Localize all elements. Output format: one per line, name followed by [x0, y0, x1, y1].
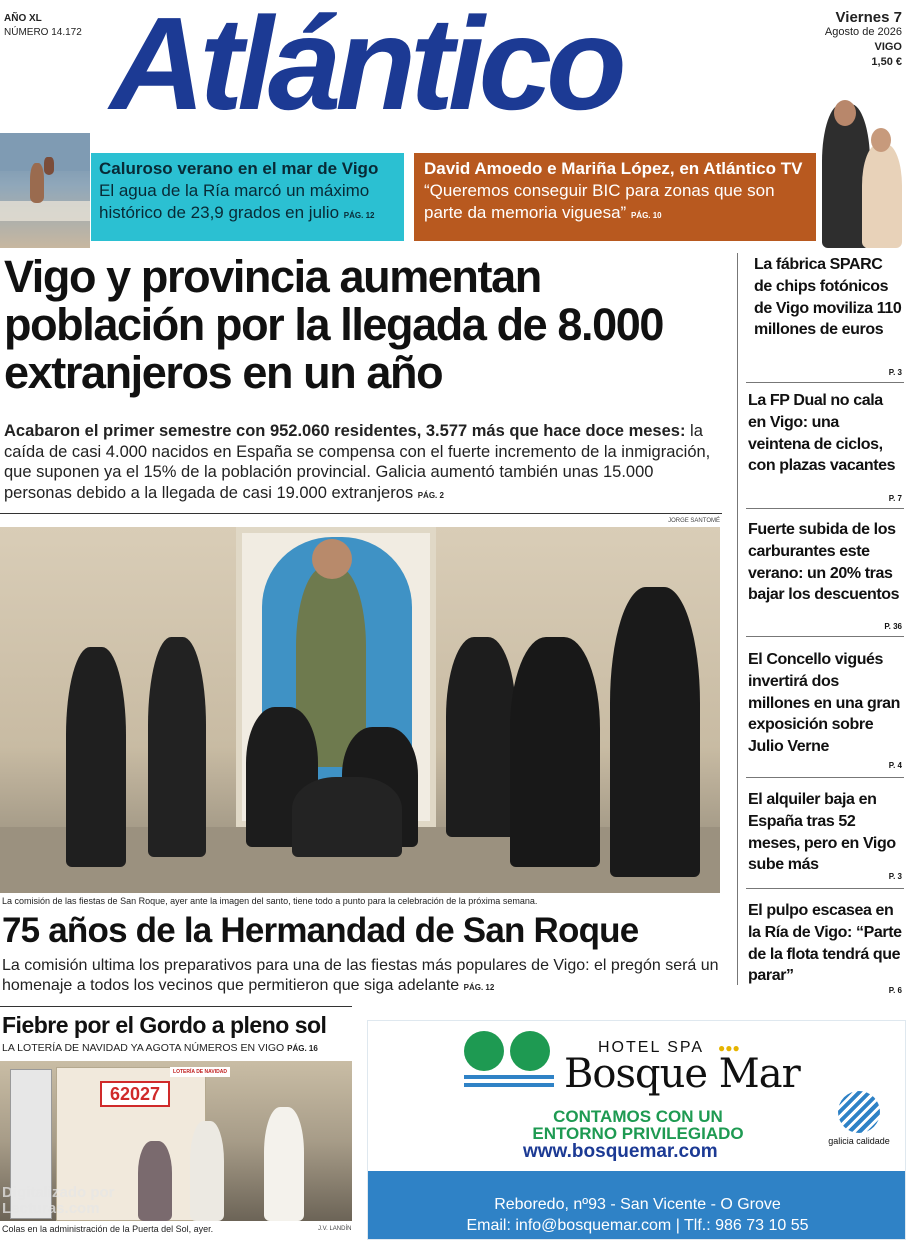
- price-label: 1,50 €: [871, 56, 902, 68]
- san-roque-page: PÁG. 12: [463, 983, 495, 992]
- teaser-heat-title: Caluroso verano en el mar de Vigo: [99, 159, 379, 178]
- masthead-info-right: [825, 10, 902, 70]
- main-lede-bold: Acabaron el primer semestre con 952.060 residentes, 3.577 más que hace doce meses:: [4, 422, 686, 440]
- ad-seal-label: galicia calidade: [828, 1136, 890, 1146]
- sidebar-item-pulpo[interactable]: El pulpo escasea en la Ría de Vigo: “Parte de la flota tendrá que parar”: [748, 902, 902, 985]
- sidebar-divider: [746, 382, 904, 383]
- photo-caption: La comisión de las fiestas de San Roque, ayer ante la imagen del santo, tiene todo a punto para la celebración de la próxima semana.: [2, 896, 538, 906]
- sidebar-divider: [746, 777, 904, 778]
- main-lede: [4, 421, 722, 506]
- san-roque-headline[interactable]: 75 años de la Hermandad de San Roque: [2, 911, 639, 950]
- teaser-tv-page: PÁG. 10: [630, 211, 662, 220]
- gordo-credit: J.V. LANDÍN: [318, 1226, 352, 1232]
- san-roque-text: [2, 956, 720, 998]
- sidebar-item-alquiler-page: P. 3: [888, 872, 902, 881]
- teaser-tv-box[interactable]: [414, 153, 816, 241]
- san-roque-photo[interactable]: [0, 527, 720, 893]
- ad-brand-name: Bosque Mar: [564, 1051, 800, 1097]
- teaser-heat-text: El agua de la Ría marcó un máximo histórico de 23,9 grados en julio: [99, 181, 370, 222]
- section-divider: [0, 513, 722, 514]
- gordo-headline[interactable]: Fiebre por el Gordo a pleno sol: [2, 1012, 327, 1038]
- sidebar-divider: [746, 636, 904, 637]
- watermark-text: Digitalizado por Lecturas.com: [2, 1184, 115, 1217]
- teaser-tv-text: “Queremos conseguir BIC para zonas que son parte da memoria viguesa”: [424, 181, 775, 222]
- ad-url-link[interactable]: www.bosquemar.com: [523, 1141, 718, 1162]
- gordo-caption: Colas en la administración de la Puerta del Sol, ayer.: [2, 1224, 214, 1234]
- sidebar-item-alquiler[interactable]: El alquiler baja en España tras 52 meses, pero en Vigo sube más: [748, 791, 896, 874]
- ad-slogan-1: CONTAMOS CON UN: [553, 1107, 723, 1126]
- gordo-page: PÁG. 16: [287, 1044, 318, 1053]
- teaser-heat-page: PÁG. 12: [343, 211, 375, 220]
- ad-brand-top: HOTEL SPA: [598, 1039, 705, 1056]
- lottery-shop-sign: LOTERÍA DE NAVIDAD: [170, 1067, 230, 1077]
- sidebar-item-sparc-page: P. 3: [888, 368, 902, 377]
- issue-date: Agosto de 2026: [824, 26, 902, 38]
- gordo-photo[interactable]: [0, 1061, 352, 1221]
- main-lede-page: PÁG. 2: [417, 490, 444, 500]
- sidebar-item-carburantes[interactable]: Fuerte subida de los carburantes este verano: un 20% tras bajar los descuentos: [748, 521, 900, 604]
- teaser-beach-photo[interactable]: [0, 133, 90, 248]
- ad-address: Reboredo, nº93 - San Vicente - O Grove: [494, 1196, 781, 1213]
- sidebar-item-julio-verne-page: P. 4: [888, 761, 902, 770]
- sidebar-item-carburantes-page: P. 36: [884, 622, 902, 631]
- ad-slogan-2: ENTORNO PRIVILEGIADO: [532, 1124, 744, 1143]
- san-roque-text-body: La comisión ultima los preparativos para una de las fiestas más populares de Vigo: el pregón será un homenaje a todos los vecinos que permitieron que siga adelante: [2, 957, 719, 994]
- sidebar-rule-vertical: [737, 253, 738, 985]
- ad-brand-dots: ●●●: [718, 1041, 740, 1055]
- ad-footer-band: [368, 1171, 906, 1240]
- tree-logo-icon: [464, 1031, 554, 1091]
- sidebar-item-pulpo-page: P. 6: [888, 986, 902, 995]
- sidebar-item-sparc[interactable]: La fábrica SPARC de chips fotónicos de Vigo moviliza 110 millones de euros: [754, 256, 902, 339]
- main-headline[interactable]: Vigo y provincia aumentan población por la llegada de 8.000 extranjeros en un año: [4, 251, 664, 398]
- main-lede-text: la caída de casi 4.000 nacidos en España se compensa con el fuerte incremento de la inmigración, que suponen ya el 15% de la población provincial. Galicia aumentó también unas 15.000 personas debido a la llegada de casi 19.000 extranjeros: [4, 422, 711, 502]
- photo-credit: JORGE SANTOMÉ: [668, 518, 720, 524]
- gordo-kicker-text: LA LOTERÍA DE NAVIDAD YA AGOTA NÚMEROS EN VIGO: [2, 1042, 285, 1054]
- issue-number: NÚMERO 14.172: [4, 27, 82, 38]
- teaser-tv-photo[interactable]: [816, 100, 906, 248]
- sidebar-item-julio-verne[interactable]: El Concello vigués invertirá dos millones en una gran exposición sobre Julio Verne: [748, 651, 901, 756]
- galicia-calidade-seal-icon: [838, 1091, 880, 1133]
- sidebar-divider: [746, 508, 904, 509]
- sidebar-item-fp-dual-page: P. 7: [888, 494, 902, 503]
- newspaper-logo[interactable]: Atlántico: [110, 0, 621, 137]
- gordo-divider: [0, 1006, 352, 1007]
- teaser-heat-box[interactable]: [91, 153, 404, 241]
- masthead-info-left: [4, 12, 82, 40]
- edition-city: VIGO: [874, 41, 902, 53]
- year-label: AÑO XL: [4, 13, 42, 24]
- gordo-kicker: [2, 1042, 362, 1054]
- sidebar-divider: [746, 888, 904, 889]
- issue-day: Viernes 7: [835, 9, 902, 26]
- teaser-tv-title: David Amoedo e Mariña López, en Atlántico TV: [424, 159, 803, 178]
- lottery-number-sign: 62027: [100, 1081, 170, 1107]
- ad-contact[interactable]: Email: info@bosquemar.com | Tlf.: 986 73 10 55: [466, 1217, 809, 1234]
- hotel-ad[interactable]: [367, 1020, 906, 1240]
- sidebar-item-fp-dual[interactable]: La FP Dual no cala en Vigo: una veintena de ciclos, con plazas vacantes: [748, 392, 896, 475]
